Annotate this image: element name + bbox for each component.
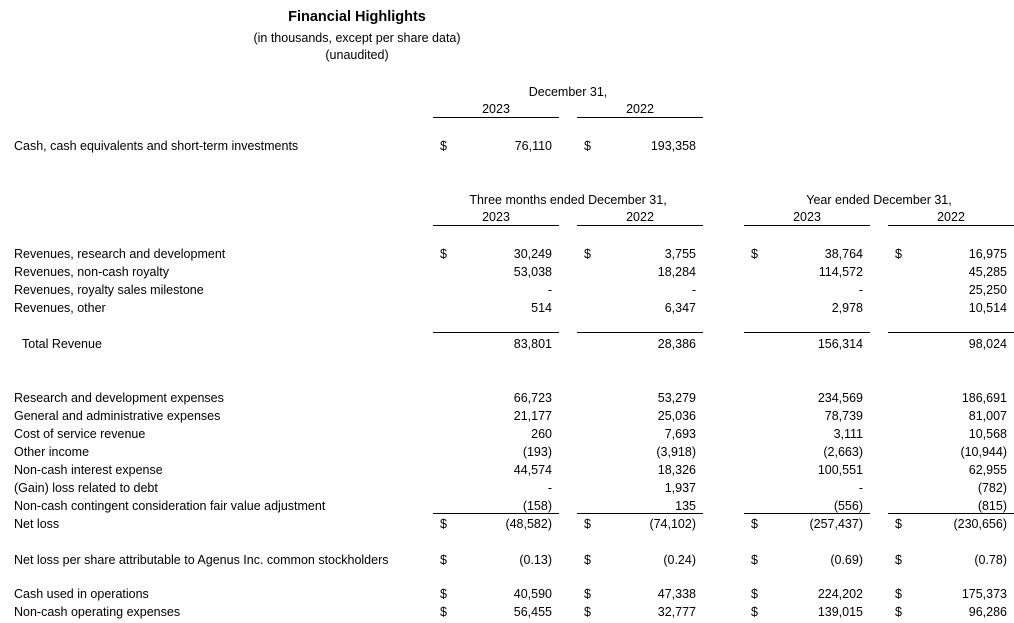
currency-symbol: $ xyxy=(895,587,902,601)
value-y2023: 139,015 xyxy=(817,605,863,619)
balance-period-header: December 31, xyxy=(528,85,608,99)
currency-symbol: $ xyxy=(584,517,591,531)
value-q2023: 56,455 xyxy=(513,605,552,619)
unaudited-note: (unaudited) xyxy=(325,48,389,62)
value-q2022: (3,918) xyxy=(656,445,696,459)
value-q2023: 21,177 xyxy=(513,409,552,423)
value-q2023: (0.13) xyxy=(519,553,552,567)
row-label: Revenues, research and development xyxy=(14,247,226,261)
value-q2023: (158) xyxy=(522,499,552,513)
total-revenue-rule xyxy=(744,332,870,333)
value-q2023: - xyxy=(547,283,552,297)
net-loss-rule xyxy=(888,513,1014,514)
currency-symbol: $ xyxy=(751,247,758,261)
currency-symbol: $ xyxy=(895,605,902,619)
col-q2022: 2022 xyxy=(626,210,654,224)
net-loss-rule xyxy=(577,513,703,514)
row-label: Non-cash contingent consideration fair value adjustment xyxy=(14,499,326,513)
value-q2023: 44,574 xyxy=(513,463,552,477)
value-y2023: 100,551 xyxy=(817,463,863,477)
value-y2022: 10,514 xyxy=(968,301,1007,315)
col-y2023: 2023 xyxy=(793,210,821,224)
balance-underline-2023 xyxy=(433,117,559,118)
value-y2022: 10,568 xyxy=(968,427,1007,441)
row-label: Other income xyxy=(14,445,90,459)
value-q2023: 30,249 xyxy=(513,247,552,261)
value-y2023: (556) xyxy=(833,499,863,513)
page-subtitle: (in thousands, except per share data) xyxy=(253,31,461,45)
value-q2022: 53,279 xyxy=(657,391,696,405)
currency-symbol: $ xyxy=(751,517,758,531)
currency-symbol: $ xyxy=(895,517,902,531)
currency-symbol: $ xyxy=(895,553,902,567)
value-q2023: 66,723 xyxy=(513,391,552,405)
currency-symbol: $ xyxy=(751,605,758,619)
currency-symbol: $ xyxy=(584,553,591,567)
currency-symbol: $ xyxy=(751,553,758,567)
value-y2023: (257,437) xyxy=(809,517,863,531)
value-q2022: (0.24) xyxy=(663,553,696,567)
row-label: General and administrative expenses xyxy=(14,409,221,423)
total-revenue-rule xyxy=(888,332,1014,333)
value-q2023: 53,038 xyxy=(513,265,552,279)
header-underline xyxy=(577,225,703,226)
value-q2023: 40,590 xyxy=(513,587,552,601)
value-q2022: (74,102) xyxy=(649,517,696,531)
balance-col-2023: 2023 xyxy=(482,102,510,116)
header-underline xyxy=(888,225,1014,226)
row-label: Total Revenue xyxy=(22,337,102,351)
value-q2022: 18,326 xyxy=(657,463,696,477)
row-label: Net loss xyxy=(14,517,60,531)
value-q2022: 135 xyxy=(675,499,696,513)
value-y2022: 81,007 xyxy=(968,409,1007,423)
value-2023: 76,110 xyxy=(514,139,552,153)
currency-symbol: $ xyxy=(440,517,447,531)
value-y2022: 186,691 xyxy=(961,391,1007,405)
row-label: Revenues, royalty sales milestone xyxy=(14,283,204,297)
currency-symbol: $ xyxy=(440,553,447,567)
value-q2023: - xyxy=(547,481,552,495)
row-label: Cash, cash equivalents and short-term investments xyxy=(14,139,299,153)
currency-symbol: $ xyxy=(895,247,902,261)
currency-symbol: $ xyxy=(584,605,591,619)
row-label: Cost of service revenue xyxy=(14,427,146,441)
header-underline xyxy=(744,225,870,226)
page-title: Financial Highlights xyxy=(288,9,426,25)
value-q2022: 18,284 xyxy=(657,265,696,279)
row-label: Research and development expenses xyxy=(14,391,224,405)
value-y2022: (10,944) xyxy=(960,445,1007,459)
currency-symbol: $ xyxy=(440,139,447,153)
value-y2023: 114,572 xyxy=(818,265,863,279)
value-q2023: 260 xyxy=(531,427,552,441)
currency-symbol: $ xyxy=(584,139,591,153)
value-y2023: 3,111 xyxy=(833,427,863,441)
value-q2022: 7,693 xyxy=(664,427,696,441)
value-q2022: 32,777 xyxy=(657,605,696,619)
value-y2022: 25,250 xyxy=(968,283,1007,297)
value-y2023: 2,978 xyxy=(831,301,863,315)
header-underline xyxy=(433,225,559,226)
currency-symbol: $ xyxy=(440,587,447,601)
value-y2022: 175,373 xyxy=(961,587,1007,601)
value-y2023: - xyxy=(858,481,863,495)
value-y2022: (230,656) xyxy=(953,517,1007,531)
year-ended-header: Year ended December 31, xyxy=(806,193,952,207)
row-label: Non-cash operating expenses xyxy=(14,605,181,619)
balance-col-2022: 2022 xyxy=(626,102,654,116)
value-y2023: - xyxy=(858,283,863,297)
row-label: Cash used in operations xyxy=(14,587,149,601)
value-y2022: 16,975 xyxy=(968,247,1007,261)
currency-symbol: $ xyxy=(584,587,591,601)
net-loss-rule xyxy=(433,513,559,514)
value-y2023: (0.69) xyxy=(830,553,863,567)
currency-symbol: $ xyxy=(751,587,758,601)
value-q2023: 83,801 xyxy=(513,337,552,351)
value-y2022: 62,955 xyxy=(968,463,1007,477)
value-y2022: 98,024 xyxy=(968,337,1007,351)
row-label: Non-cash interest expense xyxy=(14,463,163,477)
value-q2022: 6,347 xyxy=(664,301,696,315)
value-y2023: 78,739 xyxy=(824,409,863,423)
net-loss-rule xyxy=(744,513,870,514)
value-q2023: 514 xyxy=(531,301,552,315)
value-y2022: (782) xyxy=(977,481,1007,495)
value-y2023: 38,764 xyxy=(824,247,863,261)
value-y2022: (0.78) xyxy=(974,553,1007,567)
value-y2023: 234,569 xyxy=(817,391,863,405)
value-y2022: 45,285 xyxy=(968,265,1007,279)
total-revenue-rule xyxy=(577,332,703,333)
value-y2022: 96,286 xyxy=(968,605,1007,619)
value-2022: 193,358 xyxy=(650,139,696,153)
value-q2022: - xyxy=(691,283,696,297)
three-months-header: Three months ended December 31, xyxy=(469,193,667,207)
value-q2023: (193) xyxy=(522,445,552,459)
total-revenue-rule xyxy=(433,332,559,333)
value-y2022: (815) xyxy=(977,499,1007,513)
value-q2022: 47,338 xyxy=(657,587,696,601)
row-label: Net loss per share attributable to Agenus Inc. common stockholders xyxy=(14,553,389,567)
row-label: Revenues, other xyxy=(14,301,106,315)
currency-symbol: $ xyxy=(440,247,447,261)
balance-underline-2022 xyxy=(577,117,703,118)
value-y2023: 224,202 xyxy=(817,587,863,601)
row-label: (Gain) loss related to debt xyxy=(14,481,158,495)
col-q2023: 2023 xyxy=(482,210,510,224)
currency-symbol: $ xyxy=(584,247,591,261)
value-y2023: 156,314 xyxy=(817,337,863,351)
row-label: Revenues, non-cash royalty xyxy=(14,265,169,279)
currency-symbol: $ xyxy=(440,605,447,619)
value-q2022: 28,386 xyxy=(657,337,696,351)
col-y2022: 2022 xyxy=(937,210,965,224)
value-y2023: (2,663) xyxy=(823,445,863,459)
value-q2022: 1,937 xyxy=(664,481,696,495)
value-q2022: 3,755 xyxy=(664,247,696,261)
value-q2022: 25,036 xyxy=(657,409,696,423)
value-q2023: (48,582) xyxy=(505,517,552,531)
